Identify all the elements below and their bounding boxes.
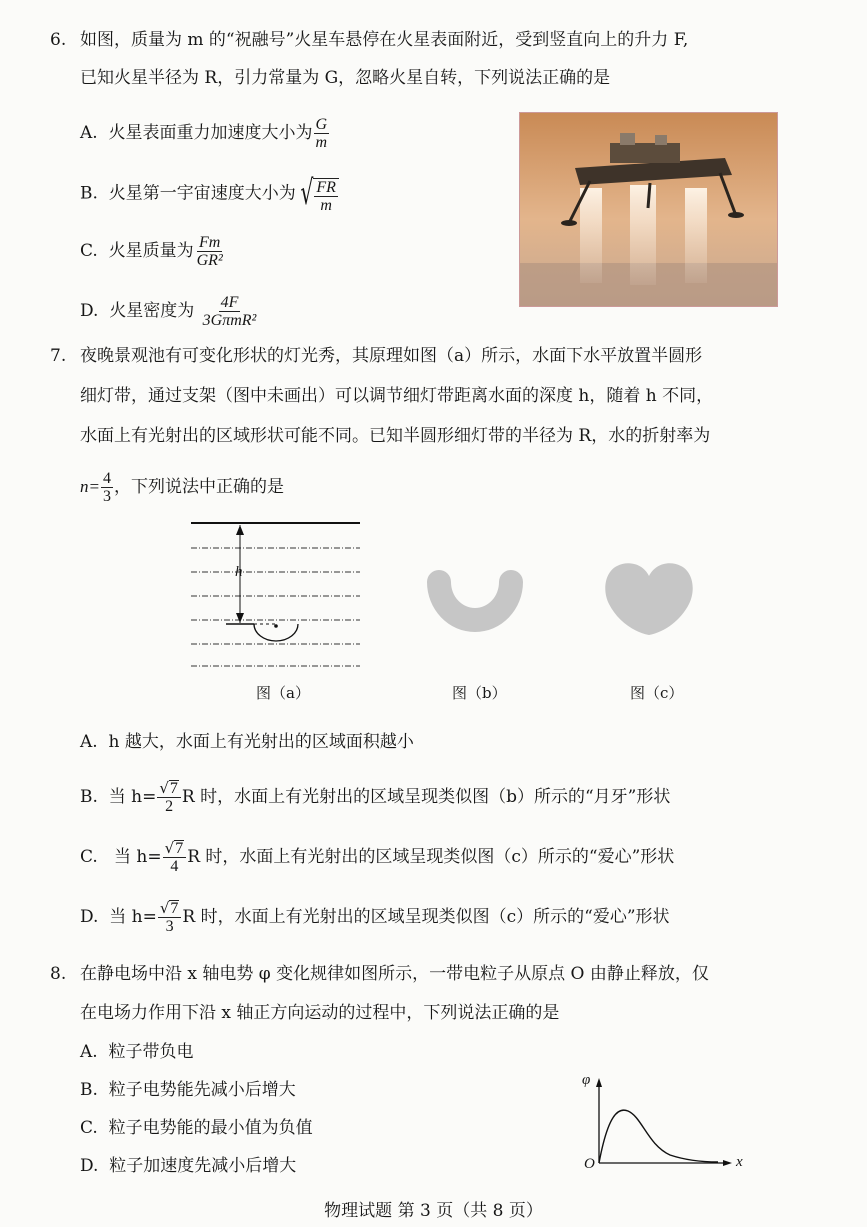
- q6-number: 6.: [50, 30, 67, 50]
- q6-option-d: D. 火星密度为 $\frac{4F}{\text{3GπmR²}}$: [80, 294, 257, 329]
- q6-stem-line2: 已知火星半径为 R，引力常量为 G，忽略火星自转，下列说法正确的是: [80, 68, 611, 88]
- q7-option-d: D. 当 h= √ 7 3 R 时，水面上有光射出的区域呈现类似图（c）所示的“爱心”形状: [80, 899, 670, 935]
- q7-stem-line1: 夜晚景观池有可变化形状的灯光秀，其原理如图（a）所示，水面下水平放置半圆形: [80, 346, 703, 366]
- q8-option-c: C. 粒子电势能的最小值为负值: [80, 1118, 313, 1138]
- q7-stem-line4: n= $\frac{4}{3}$ ，下列说法中正确的是: [80, 470, 284, 505]
- q8-option-d: D. 粒子加速度先减小后增大: [80, 1156, 297, 1176]
- figure-a-h-label: h: [235, 564, 243, 580]
- caption-figure-b: 图（b）: [452, 684, 507, 702]
- q6-stem-line1: 如图，质量为 m 的“祝融号”火星车悬停在火星表面附近，受到竖直向上的升力 F,: [80, 30, 689, 50]
- mars-lander-photo: [519, 112, 778, 307]
- q8-stem-line1: 在静电场中沿 x 轴电势 φ 变化规律如图所示，一带电粒子从原点 O 由静止释放，仅: [80, 964, 709, 984]
- q8-option-b: B. 粒子电势能先减小后增大: [80, 1080, 296, 1100]
- q7-option-c: C. 当 h= √ 7 4 R 时，水面上有光射出的区域呈现类似图（c）所示的“爱心”形状: [80, 839, 675, 875]
- q8-stem-line2: 在电场力作用下沿 x 轴正方向运动的过程中，下列说法正确的是: [80, 1003, 560, 1023]
- graph-x-label: x: [736, 1154, 743, 1170]
- figure-a-diagram: [188, 515, 363, 675]
- caption-figure-a: 图（a）: [256, 684, 310, 702]
- q7-stem-line2: 细灯带，通过支架（图中未画出）可以调节细灯带距离水面的深度 h，随着 h 不同，: [80, 386, 714, 406]
- mars-lander-illustration: [520, 113, 777, 306]
- graph-origin-label: O: [584, 1156, 595, 1172]
- q7-option-a: A. h 越大，水面上有光射出的区域面积越小: [80, 732, 414, 752]
- q7-option-b: B. 当 h= √ 7 2 R 时，水面上有光射出的区域呈现类似图（b）所示的“月牙”形状: [80, 779, 671, 815]
- q6-option-c: C. 火星质量为 $\frac{Fm}{\text{GR²}}$: [80, 234, 223, 269]
- center-dot: [274, 624, 278, 628]
- q8-potential-graph: [590, 1075, 740, 1175]
- q8-option-a: A. 粒子带负电: [80, 1042, 194, 1062]
- caption-figure-c: 图（c）: [630, 684, 684, 702]
- q7-number: 7.: [50, 346, 67, 366]
- potential-curve: [599, 1110, 718, 1163]
- figure-b-crescent: [425, 565, 525, 640]
- graph-y-label: φ: [582, 1072, 591, 1088]
- q8-number: 8.: [50, 964, 67, 984]
- q6-option-a: A. 火星表面重力加速度大小为 $\frac{G}{m}$: [80, 116, 328, 151]
- figure-c-heart: [603, 560, 695, 638]
- q6-option-b: B. 火星第一宇宙速度大小为 √ $\frac{FR}{m}$: [80, 174, 339, 214]
- q7-stem-line3: 水面上有光射出的区域形状可能不同。已知半圆形细灯带的半径为 R，水的折射率为: [80, 426, 711, 446]
- page-footer: 物理试题 第 3 页（共 8 页）: [324, 1201, 543, 1221]
